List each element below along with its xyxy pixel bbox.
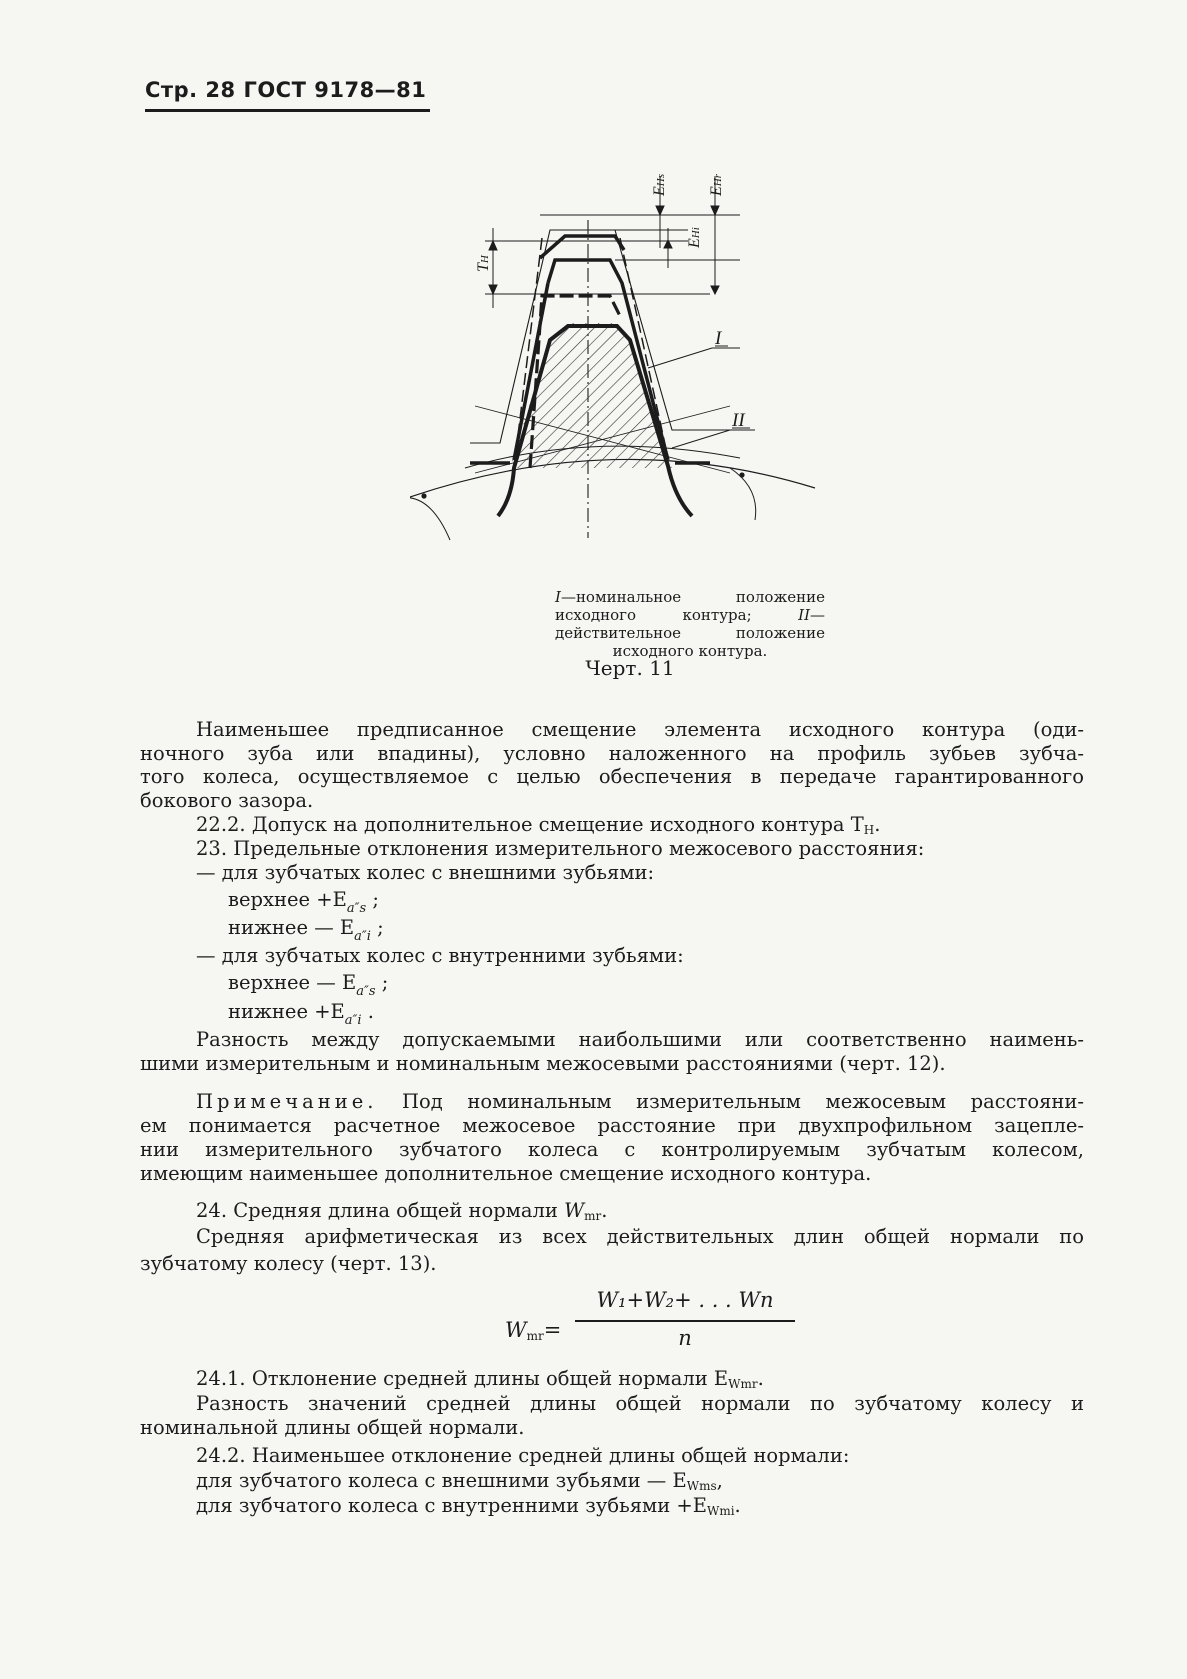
list-item: нижнее — $E_{a''i}$ ; [228,916,384,944]
list-item: для зубчатого колеса с внутренними зубьями +EWmi. [196,1494,741,1518]
label-ehr: E [708,186,725,196]
list-item: нижнее $+E_{a''i}$ . [228,1000,374,1028]
note-line: нии измерительного зубчатого колеса с контролируемым зубчатым колесом, [140,1138,1084,1161]
fraction-bar [575,1320,795,1322]
note-line: Примечание. Под номинальным измерительным межосевым расстояни- [196,1090,1084,1113]
page-header [145,78,426,102]
para-line: ночного зуба или впадины), условно наложенного на профиль зубьев зубча- [140,742,1084,765]
list-heading: — для зубчатых колес с внешними зубьями: [196,861,655,884]
svg-text:EHs: EHs [651,173,668,196]
para-line: Разность значений средней длины общей нормали по зубчатому колесу и [196,1392,1084,1415]
label-ehi: E [686,238,703,248]
section-24-2: 24.2. Наименьшее отклонение средней длины общей нормали: [196,1444,850,1467]
standard-code: ГОСТ 9178—81 [243,78,427,102]
note-line: ем понимается расчетное межосевое расстояние при двухпрофильном зацепле- [140,1114,1084,1137]
formula-denominator: n [678,1326,692,1350]
section-24: 24. Средняя длина общей нормали Wmr. [196,1199,608,1223]
section-22-2: 22.2. Допуск на дополнительное смещение исходного контура TH. [196,813,881,837]
list-item: верхнее $+E_{a''s}$ ; [228,888,379,916]
para-line: Средняя арифметическая из всех действительных длин общей нормали по [196,1225,1084,1248]
para-line: того колеса, осуществляемое с целью обеспечения в передаче гарантированного [140,765,1084,788]
label-contour-i: I [715,328,722,349]
svg-text:EHr: EHr [708,173,725,196]
figure-caption: I—номинальное положение исходного контура; II—действительное положение исходного контура. [555,588,825,660]
section-24-1: 24.1. Отклонение средней длины общей нормали EWmr. [196,1367,764,1391]
svg-text:EHi: EHi [686,227,703,248]
section-23: 23. Предельные отклонения измерительного межосевого расстояния: [196,837,925,860]
list-item: для зубчатого колеса с внешними зубьями — EWms, [196,1469,723,1493]
para-line: бокового зазора. [140,789,314,812]
para-line: номинальной длины общей нормали. [140,1416,525,1439]
para-line: зубчатому колесу (черт. 13). [140,1252,437,1275]
svg-text:TH: TH [475,255,492,272]
para-line: Наименьшее предписанное смещение элемента исходного контура (оди- [196,718,1084,741]
contour-II [540,236,624,258]
formula-numerator: W₁+W₂+ . . . Wn [596,1288,774,1312]
para-line: шими измерительным и номинальным межосевыми расстояниями (черт. 12). [140,1052,946,1075]
label-th: T [475,263,492,272]
label-contour-ii: II [732,410,745,431]
page-number: Стр. 28 [145,78,236,102]
note-line: имеющим наименьшее дополнительное смещение исходного контура. [140,1162,872,1185]
gear-tooth-drawing [410,168,850,568]
list-heading: — для зубчатых колес с внутренними зубьями: [196,944,684,967]
header-rule [145,109,430,112]
figure-title: Черт. 11 [585,656,675,680]
list-item: верхнее — $E_{a''s}$ ; [228,971,389,999]
label-ehs: E [651,186,668,196]
para-line: Разность между допускаемыми наибольшими или соответственно наимень- [196,1028,1084,1051]
